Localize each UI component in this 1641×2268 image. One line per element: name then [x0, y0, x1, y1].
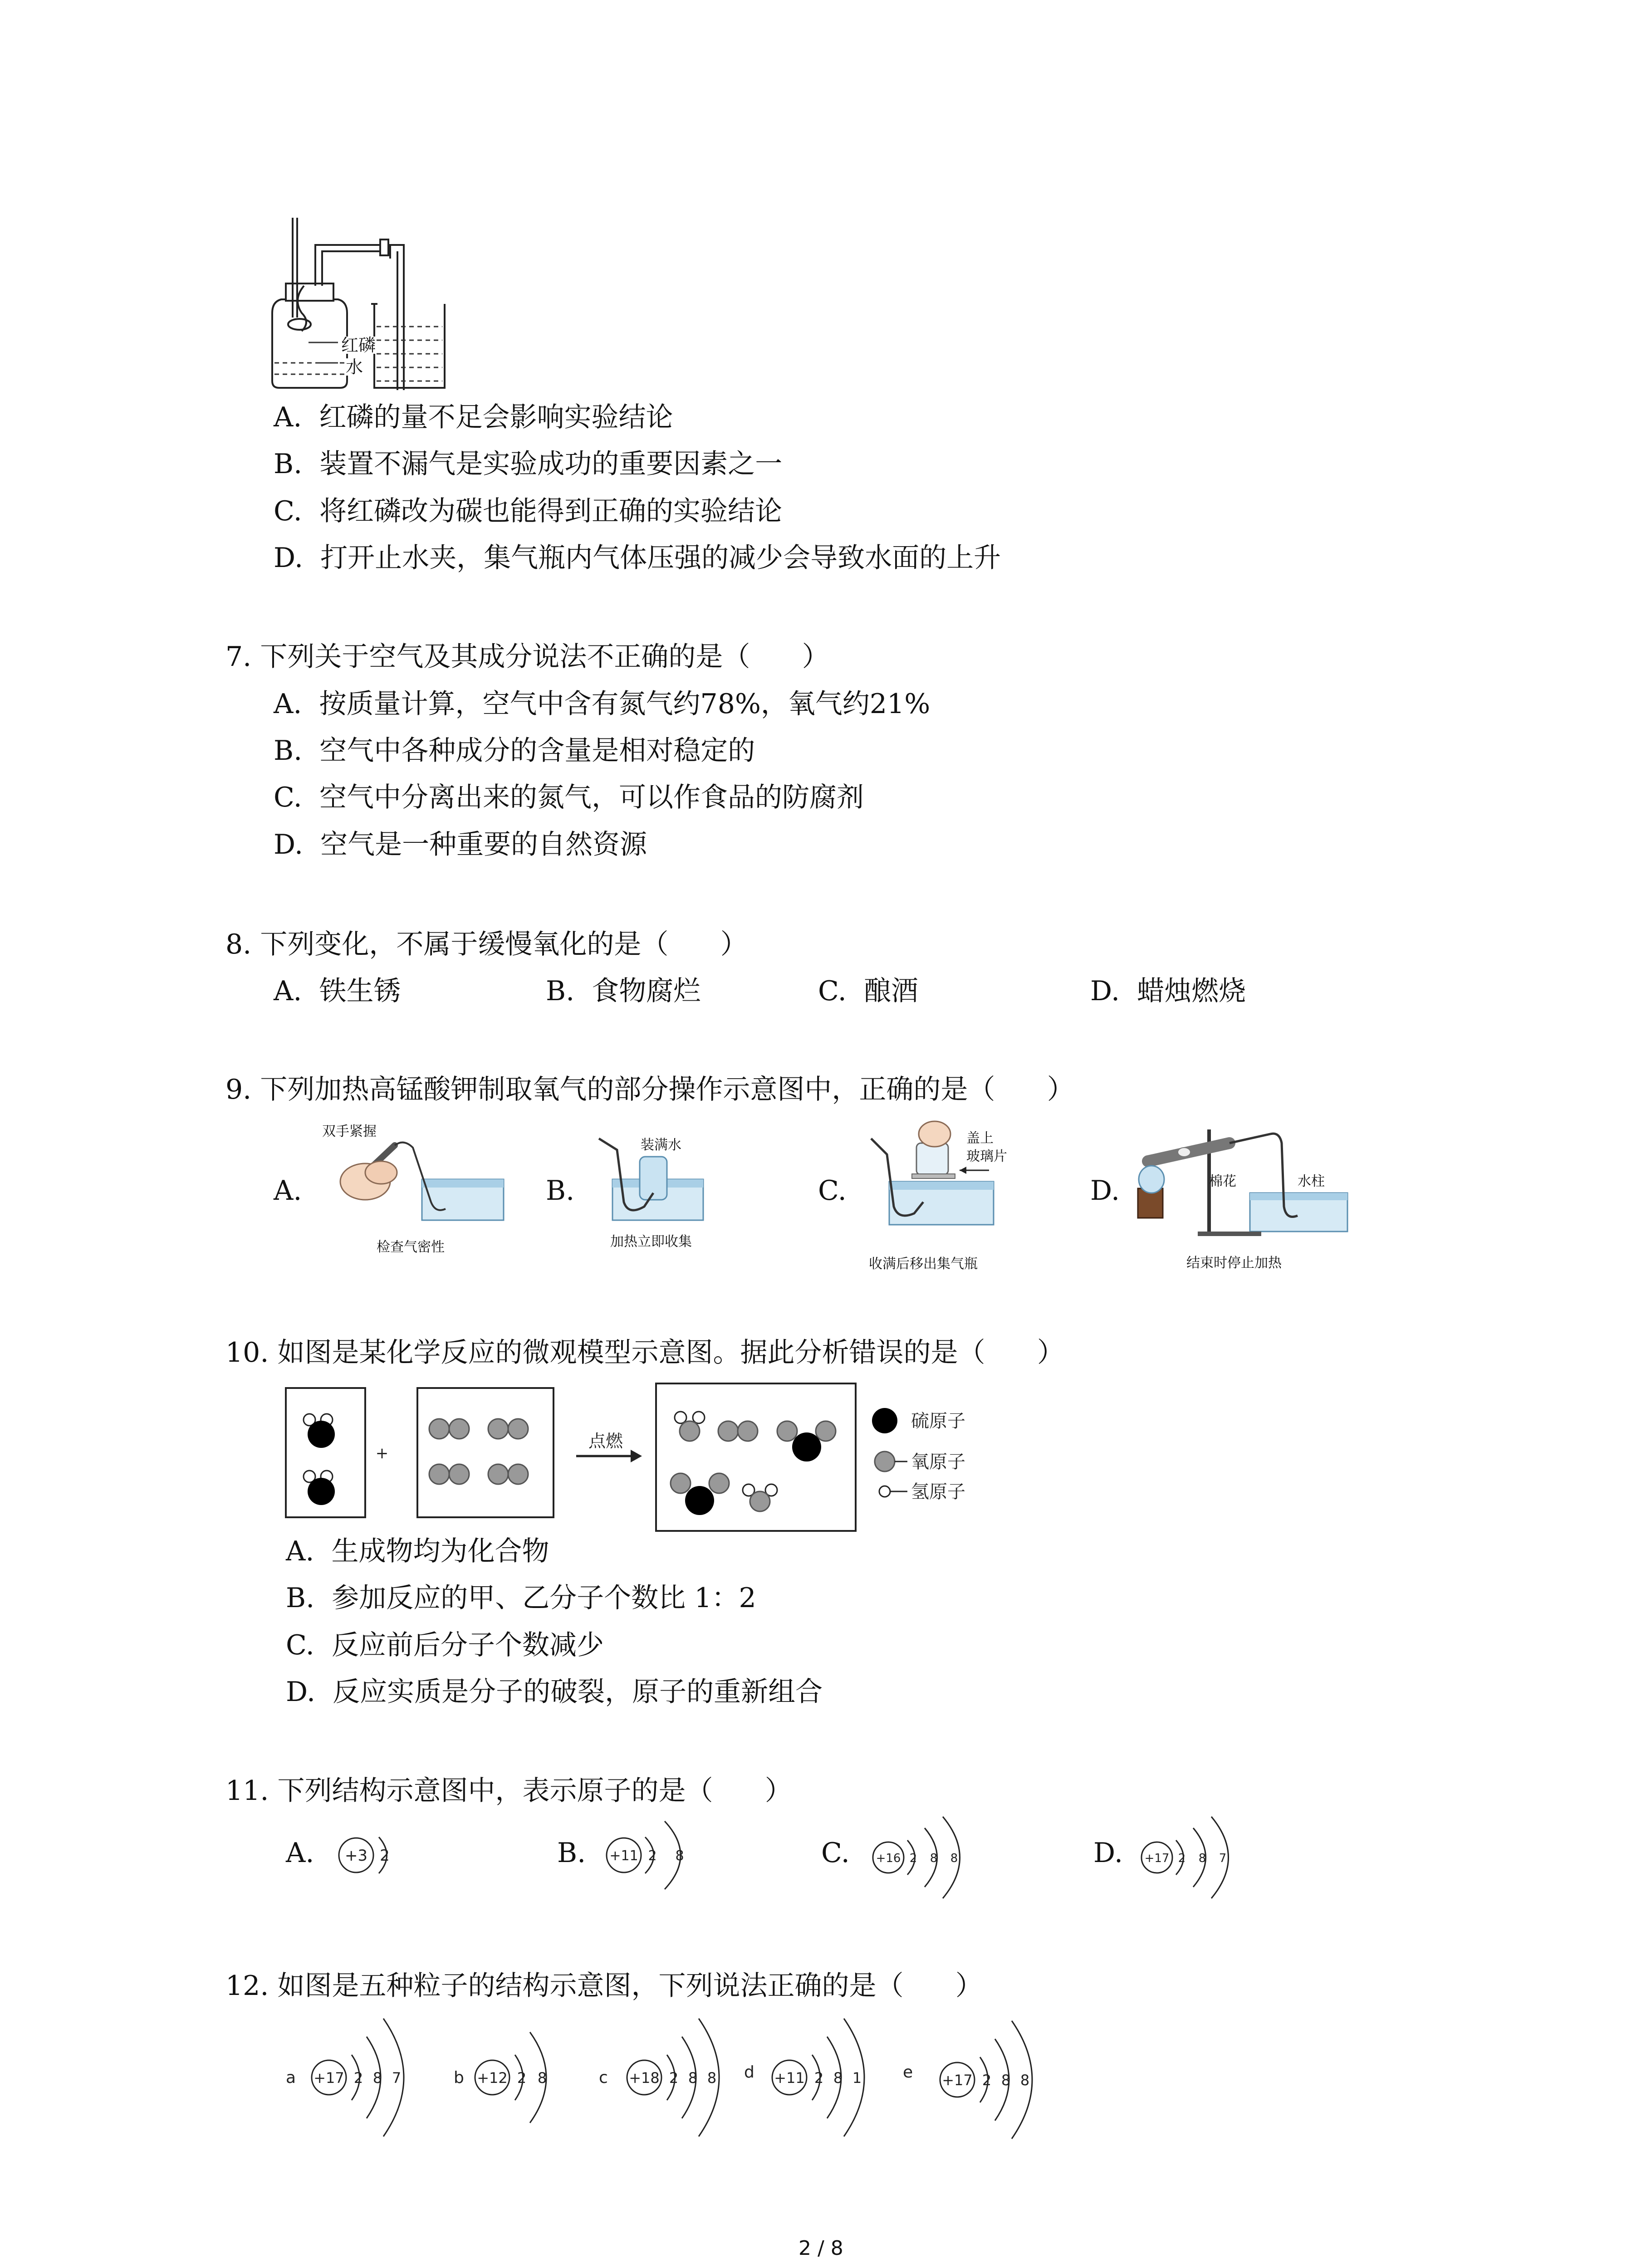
q11-diagram-c [866, 1812, 1002, 1903]
svg-text:+11: +11 [774, 2069, 805, 2087]
particle-c [599, 2019, 719, 2136]
q9-caption-c: 收满后移出集气瓶 [869, 1256, 978, 1272]
q10-option-c: C. 反应前后分子个数减少 [286, 1629, 604, 1661]
svg-text:+11: +11 [609, 1848, 638, 1864]
svg-text:8: 8 [537, 2069, 547, 2087]
svg-text:2: 2 [380, 1847, 390, 1865]
svg-text:8: 8 [372, 2069, 382, 2087]
particle-e [903, 2021, 1032, 2139]
svg-text:8: 8 [1020, 2072, 1030, 2089]
svg-text:8: 8 [675, 1848, 684, 1864]
q9-caption-d: 结束时停止加热 [1186, 1255, 1282, 1271]
q9-letter-b: B. [546, 1175, 575, 1207]
q7-option-c: C. 空气中分离出来的氮气，可以作食品的防腐剂 [274, 782, 864, 813]
svg-text:1: 1 [852, 2069, 862, 2087]
q7-stem: 7. 下列关于空气及其成分说法不正确的是（ ） [225, 641, 829, 673]
q9-label-cover1: 盖上 [966, 1130, 994, 1146]
svg-text:+12: +12 [477, 2069, 508, 2087]
q6-option-d: D. 打开止水夹，集气瓶内气体压强的减少会导致水面的上升 [274, 542, 1001, 574]
q11-letter-d: D. [1093, 1837, 1123, 1869]
svg-text:8: 8 [1198, 1852, 1206, 1865]
q11-stem: 11. 下列结构示意图中，表示原子的是（ ） [225, 1775, 792, 1807]
particle-d [744, 2019, 864, 2136]
q9-letter-c: C. [818, 1175, 847, 1207]
q9-label-fill: 装满水 [641, 1137, 681, 1153]
q12-particles-figure [272, 2005, 1234, 2150]
legend-oxygen: 氧原子 [911, 1452, 965, 1472]
q6-label-water: 水 [346, 357, 363, 377]
q11-diagram-a [331, 1823, 422, 1887]
svg-text:2: 2 [982, 2072, 992, 2089]
svg-text:8: 8 [688, 2069, 698, 2087]
svg-text:2: 2 [909, 1852, 917, 1865]
q10-plus-sign: + [375, 1444, 389, 1462]
q7-option-b: B. 空气中各种成分的含量是相对稳定的 [274, 735, 755, 767]
q7-option-a: A. 按质量计算，空气中含有氮气约78%，氧气约21% [274, 688, 931, 720]
svg-text:7: 7 [392, 2069, 402, 2087]
q9-letter-d: D. [1090, 1175, 1120, 1207]
q8-option-c: C. 酿酒 [818, 975, 918, 1007]
particle-a [286, 2019, 404, 2136]
svg-text:2: 2 [648, 1848, 657, 1864]
q6-option-a: A. 红磷的量不足会影响实验结论 [274, 401, 673, 433]
svg-text:8: 8 [950, 1852, 958, 1865]
svg-text:2: 2 [669, 2069, 679, 2087]
q9-figure-d [1134, 1116, 1370, 1247]
q9-label-cotton: 棉花 [1209, 1173, 1236, 1189]
svg-text:d: d [744, 2063, 754, 2082]
q11-letter-c: C. [821, 1837, 850, 1869]
q10-option-b: B. 参加反应的甲、乙分子个数比 1：2 [286, 1582, 756, 1614]
q9-label-water-column: 水柱 [1298, 1173, 1325, 1189]
q8-option-a: A. 铁生锈 [274, 975, 401, 1007]
q11-letter-a: A. [286, 1837, 314, 1869]
q9-label-cover2: 玻璃片 [966, 1149, 1007, 1164]
q12-stem: 12. 如图是五种粒子的结构示意图，下列说法正确的是（ ） [225, 1970, 983, 2002]
q9-letter-a: A. [274, 1175, 302, 1207]
q6-label-phosphorus: 红磷 [341, 335, 376, 355]
svg-text:8: 8 [1001, 2072, 1011, 2089]
q6-option-b: B. 装置不漏气是实验成功的重要因素之一 [274, 448, 783, 480]
svg-text:8: 8 [833, 2069, 843, 2087]
q11-letter-b: B. [557, 1837, 586, 1869]
legend-sulfur: 硫原子 [911, 1411, 965, 1432]
q9-figure-a [327, 1129, 508, 1234]
q6-option-c: C. 将红磷改为碳也能得到正确的实验结论 [274, 495, 782, 527]
q10-arrow-label: 点燃 [588, 1431, 623, 1451]
legend-sulfur-icon [872, 1408, 897, 1433]
svg-text:+3: +3 [344, 1847, 368, 1865]
svg-text:+17: +17 [942, 2072, 973, 2089]
q8-option-b: B. 食物腐烂 [546, 975, 701, 1007]
q11-diagram-b [599, 1814, 717, 1896]
svg-text:+17: +17 [314, 2069, 344, 2087]
svg-text:2: 2 [814, 2069, 824, 2087]
particle-b [454, 2032, 547, 2123]
legend-hydrogen: 氢原子 [911, 1481, 965, 1502]
svg-text:+16: +16 [876, 1852, 901, 1865]
q11-diagram-d [1134, 1812, 1270, 1903]
svg-text:2: 2 [1178, 1852, 1186, 1865]
svg-text:c: c [599, 2068, 608, 2087]
q8-option-d: D. 蜡烛燃烧 [1090, 975, 1246, 1007]
legend-oxygen-icon [875, 1452, 895, 1471]
svg-text:+17: +17 [1144, 1852, 1170, 1865]
page-number: 2 / 8 [798, 2237, 843, 2260]
svg-text:a: a [286, 2068, 296, 2087]
q7-option-d: D. 空气是一种重要的自然资源 [274, 829, 647, 860]
svg-text:b: b [454, 2068, 464, 2087]
q10-option-a: A. 生成物均为化合物 [286, 1535, 549, 1567]
q8-stem: 8. 下列变化，不属于缓慢氧化的是（ ） [225, 929, 748, 960]
svg-text:+18: +18 [629, 2069, 660, 2087]
svg-text:8: 8 [707, 2069, 717, 2087]
q10-option-d: D. 反应实质是分子的破裂，原子的重新组合 [286, 1676, 823, 1708]
q9-stem: 9. 下列加热高锰酸钾制取氧气的部分操作示意图中，正确的是（ ） [225, 1074, 1074, 1105]
q9-caption-b: 加热立即收集 [610, 1234, 692, 1250]
svg-text:e: e [903, 2063, 913, 2082]
svg-text:7: 7 [1219, 1852, 1227, 1865]
q10-stem: 10. 如图是某化学反应的微观模型示意图。据此分析错误的是（ ） [225, 1337, 1064, 1369]
q9-caption-a: 检查气密性 [377, 1239, 445, 1255]
svg-text:8: 8 [930, 1852, 938, 1865]
legend-hydrogen-icon [879, 1486, 890, 1497]
q10-reaction-figure [281, 1379, 1062, 1533]
svg-text:2: 2 [517, 2069, 527, 2087]
svg-text:2: 2 [353, 2069, 363, 2087]
q9-figure-c [862, 1111, 1025, 1243]
q9-label-hands: 双手紧握 [322, 1124, 377, 1139]
